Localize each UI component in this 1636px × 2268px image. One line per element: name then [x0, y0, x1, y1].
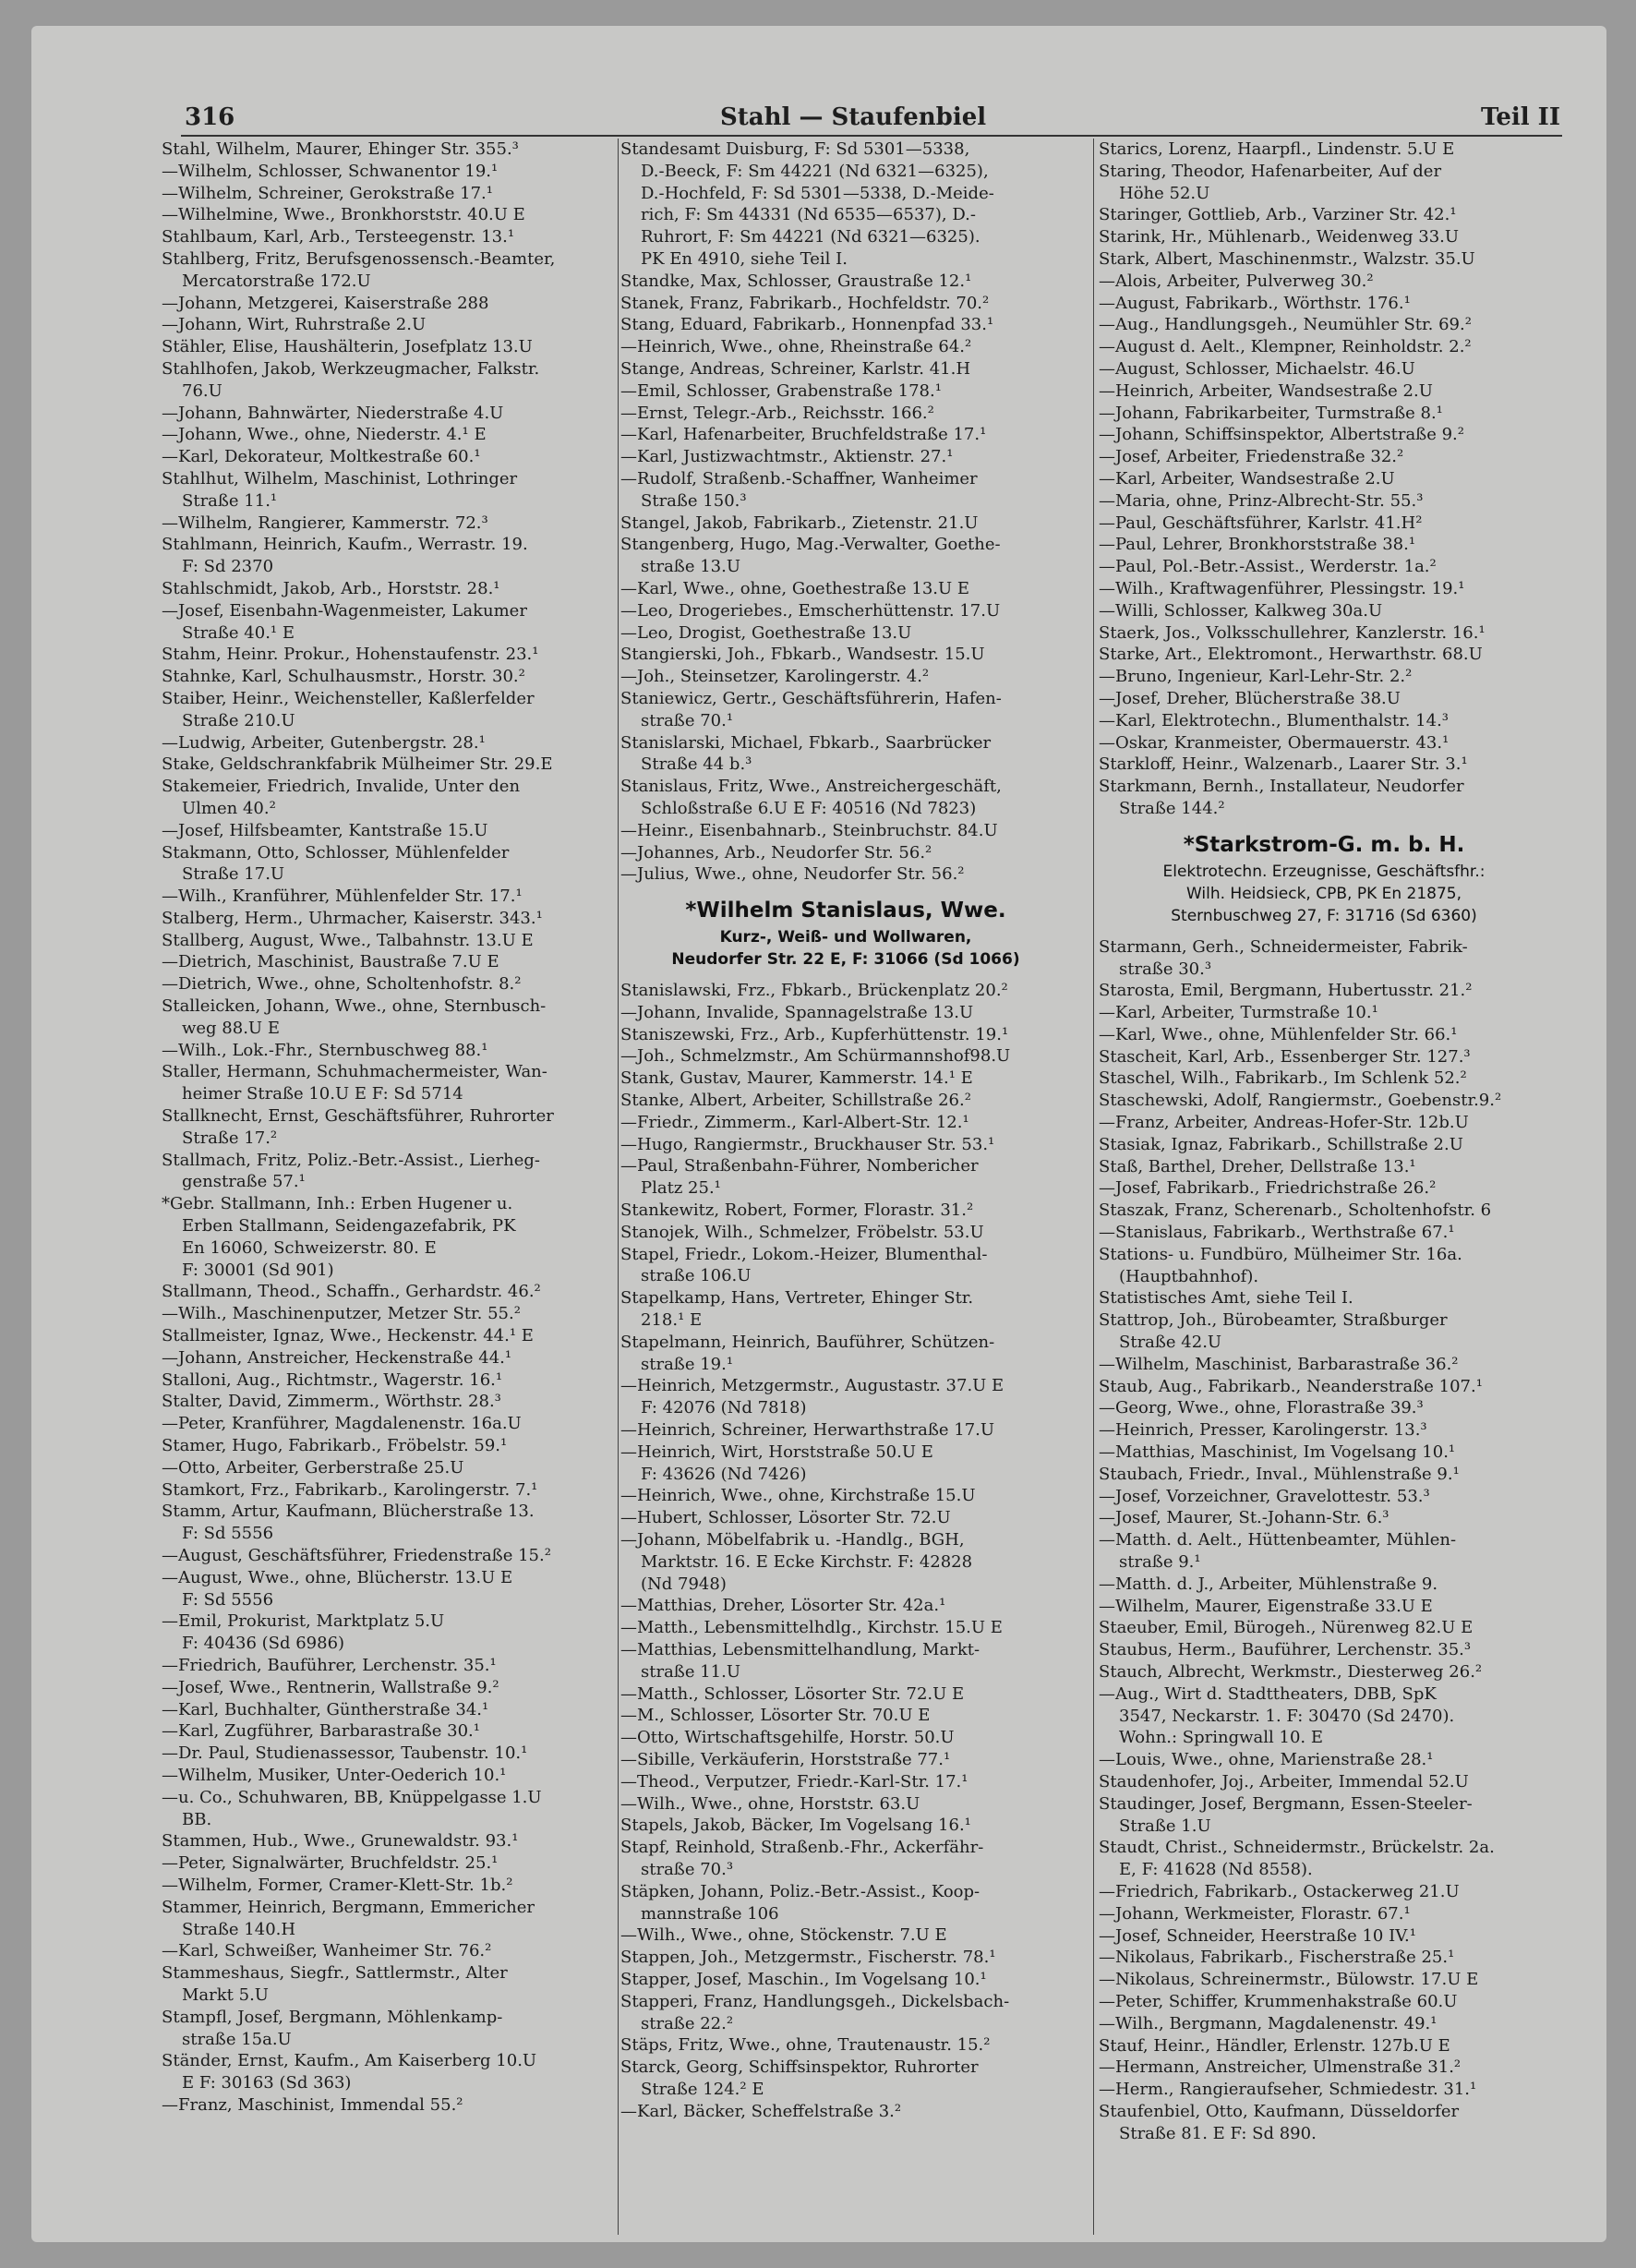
directory-entry: genstraße 57.¹ [182, 1172, 306, 1192]
column-divider [618, 139, 619, 2235]
ad-line: Sternbuschweg 27, F: 31716 (Sd 6360) [1171, 906, 1477, 925]
directory-entry: —Leo, Drogist, Goethestraße 13.U [620, 622, 912, 643]
directory-entry: —Emil, Schlosser, Grabenstraße 178.¹ [620, 380, 942, 401]
directory-entry: Stakemeier, Friedrich, Invalide, Unter den [162, 777, 521, 797]
directory-entry: (Nd 7948) [641, 1574, 727, 1594]
directory-entry: —Heinrich, Arbeiter, Wandsestraße 2.U [1099, 380, 1433, 401]
directory-entry: Stangenberg, Hugo, Mag.-Verwalter, Goethe- [620, 535, 1001, 555]
directory-entry: Stange, Andreas, Schreiner, Karlstr. 41.H [620, 358, 971, 379]
entry-list [162, 139, 612, 2117]
directory-entry: Schloßstraße 6.U E F: 40516 (Nd 7823) [641, 798, 977, 818]
directory-entry: Stäps, Fritz, Wwe., ohne, Trautenaustr. 15.² [620, 2035, 991, 2056]
directory-entry: —Otto, Wirtschaftsgehilfe, Horstr. 50.U [620, 1728, 955, 1748]
directory-entry: —Sibille, Verkäuferin, Horststraße 77.¹ [620, 1749, 951, 1769]
directory-entry: —Matth., Schlosser, Lösorter Str. 72.U E [620, 1683, 965, 1704]
directory-entry: Staller, Hermann, Schuhmachermeister, Wan- [162, 1062, 547, 1082]
directory-entry: Stang, Eduard, Fabrikarb., Honnenpfad 33.¹ [620, 315, 994, 335]
directory-entry: Stallberg, August, Wwe., Talbahnstr. 13.U E [162, 930, 534, 950]
directory-entry: Erben Stallmann, Seidengazefabrik, PK [182, 1216, 516, 1237]
directory-entry: —Johann, Schiffsinspektor, Albertstraße 9.² [1099, 425, 1464, 445]
directory-entry: Staszak, Franz, Scherenarb., Scholtenhofstr. 6 [1099, 1200, 1492, 1221]
directory-entry: —Heinrich, Metzgermstr., Augustastr. 37.U E [620, 1376, 1004, 1396]
directory-entry: —Wilhelmine, Wwe., Bronkhorststr. 40.U E [162, 205, 525, 225]
directory-entry: —Friedrich, Fabrikarb., Ostackerweg 21.U [1099, 1881, 1460, 1901]
directory-entry: —Karl, Dekorateur, Moltkestraße 60.¹ [162, 447, 481, 467]
directory-entry: —Alois, Arbeiter, Pulverweg 30.² [1099, 271, 1374, 291]
entry-list [1099, 139, 1549, 820]
column-divider [1093, 139, 1094, 2235]
directory-entry: straße 106.U [641, 1266, 752, 1286]
directory-entry: —Wilh., Wwe., ohne, Stöckenstr. 7.U E [620, 1925, 947, 1946]
directory-entry: Stapels, Jakob, Bäcker, Im Vogelsang 16.¹ [620, 1816, 971, 1836]
directory-entry: E F: 30163 (Sd 363) [182, 2073, 352, 2093]
directory-entry: Straße 144.² [1119, 798, 1225, 818]
directory-entry: F: 43626 (Nd 7426) [641, 1464, 807, 1484]
directory-entry: —Karl, Zugführer, Barbarastraße 30.¹ [162, 1721, 480, 1742]
directory-entry: Stammen, Hub., Wwe., Grunewaldstr. 93.¹ [162, 1831, 519, 1852]
directory-entry: —Ludwig, Arbeiter, Gutenbergstr. 28.¹ [162, 732, 486, 753]
page-number: 316 [185, 103, 235, 131]
directory-entry: —Johann, Wwe., ohne, Niederstr. 4.¹ E [162, 425, 487, 445]
directory-entry: Stapelmann, Heinrich, Bauführer, Schützen- [620, 1332, 995, 1352]
directory-entry: —Rudolf, Straßenb.-Schaffner, Wanheimer [620, 468, 978, 489]
directory-entry: —Matth. d. Aelt., Hüttenbeamter, Mühlen- [1099, 1530, 1457, 1550]
directory-entry: Stapelkamp, Hans, Vertreter, Ehinger Str. [620, 1288, 974, 1309]
ad-line: Wilh. Heidsieck, CPB, PK En 21875, [1185, 884, 1462, 903]
directory-entry: Staubus, Herm., Bauführer, Lerchenstr. 35.³ [1099, 1640, 1472, 1660]
directory-entry: Straße 42.U [1119, 1333, 1222, 1353]
directory-entry: Staiber, Heinr., Weichensteller, Kaßlerfelder [162, 688, 535, 708]
directory-entry: Standesamt Duisburg, F: Sd 5301—5338, [620, 139, 970, 159]
directory-entry: —u. Co., Schuhwaren, BB, Knüppelgasse 1.U [162, 1787, 542, 1807]
directory-entry: Stanislawski, Frz., Fbkarb., Brückenplatz 20.² [620, 981, 1008, 1001]
directory-entry: Starink, Hr., Mühlenarb., Weidenweg 33.U [1099, 227, 1460, 247]
directory-entry: —August, Geschäftsführer, Friedenstraße 15.² [162, 1546, 551, 1565]
directory-entry: —Karl, Schweißer, Wanheimer Str. 76.² [162, 1941, 492, 1961]
directory-entry: Stamkort, Frz., Fabrikarb., Karolingerstr. 7.¹ [162, 1479, 538, 1500]
directory-entry: 3547, Neckarstr. 1. F: 30470 (Sd 2470). [1119, 1706, 1455, 1726]
directory-entry: —Nikolaus, Schreinermstr., Bülowstr. 17.U E [1099, 1970, 1479, 1990]
directory-entry: —Wilhelm, Schlosser, Schwanentor 19.¹ [162, 161, 499, 181]
directory-entry: Stahl, Wilhelm, Maurer, Ehinger Str. 355.³ [162, 139, 519, 159]
directory-entry: Stahlhut, Wilhelm, Maschinist, Lothringer [162, 468, 518, 489]
directory-entry: —August, Wwe., ohne, Blücherstr. 13.U E [162, 1567, 513, 1587]
directory-entry: —Wilh., Wwe., ohne, Horststr. 63.U [620, 1793, 920, 1814]
directory-entry: Staufenbiel, Otto, Kaufmann, Düsseldorfer [1099, 2101, 1460, 2121]
directory-entry: —Herm., Rangieraufseher, Schmiedestr. 31.¹ [1099, 2080, 1477, 2100]
directory-entry: —Friedr., Zimmerm., Karl-Albert-Str. 12.¹ [620, 1112, 969, 1132]
directory-entry: —Karl, Justizwachtmstr., Aktienstr. 27.¹ [620, 447, 954, 467]
directory-entry: Stalberg, Herm., Uhrmacher, Kaiserstr. 343.¹ [162, 908, 543, 928]
directory-entry: Stalter, David, Zimmerm., Wörthstr. 28.³ [162, 1392, 501, 1412]
directory-entry: —Peter, Signalwärter, Bruchfeldstr. 25.¹ [162, 1853, 499, 1874]
directory-entry: —Willi, Schlosser, Kalkweg 30a.U [1099, 600, 1383, 621]
directory-entry: Straße 17.² [182, 1128, 278, 1148]
directory-entry: Stanek, Franz, Fabrikarb., Hochfeldstr. 70.² [620, 293, 990, 313]
directory-entry: Stangel, Jakob, Fabrikarb., Zietenstr. 21.U [620, 513, 979, 533]
directory-entry: Staudt, Christ., Schneidermstr., Brückelstr. 2a. [1099, 1838, 1495, 1858]
directory-entry: —Karl, Arbeiter, Wandsestraße 2.U [1099, 468, 1395, 489]
directory-entry: BB. [182, 1809, 212, 1829]
directory-entry: —Josef, Arbeiter, Friedenstraße 32.² [1099, 447, 1404, 467]
directory-entry: —Johann, Wirt, Ruhrstraße 2.U [162, 315, 427, 335]
directory-entry: —Wilhelm, Maschinist, Barbarastraße 36.² [1099, 1354, 1459, 1374]
directory-entry: straße 30.³ [1119, 959, 1212, 979]
directory-entry: —M., Schlosser, Lösorter Str. 70.U E [620, 1706, 931, 1726]
directory-entry: Stahm, Heinr. Prokur., Hohenstaufenstr. 23.¹ [162, 645, 539, 665]
column-1 [162, 139, 612, 2117]
directory-entry: —Karl, Hafenarbeiter, Bruchfeldstraße 17.¹ [620, 425, 987, 445]
column-3 [1099, 139, 1549, 2145]
directory-entry: —Matthias, Maschinist, Im Vogelsang 10.¹ [1099, 1442, 1456, 1463]
directory-entry: —Karl, Bäcker, Scheffelstraße 3.² [620, 2101, 902, 2121]
directory-entry: Stank, Gustav, Maurer, Kammerstr. 14.¹ E [620, 1068, 973, 1089]
directory-entry: Stahlhofen, Jakob, Werkzeugmacher, Falkstr. [162, 358, 540, 379]
directory-entry: —Josef, Fabrikarb., Friedrichstraße 26.² [1099, 1178, 1437, 1199]
directory-entry: —Paul, Lehrer, Bronkhorststraße 38.¹ [1099, 535, 1416, 555]
directory-entry: —Julius, Wwe., ohne, Neudorfer Str. 56.² [620, 864, 965, 885]
ad-name: *Wilhelm Stanislaus, Wwe. [685, 899, 1006, 923]
directory-entry: Höhe 52.U [1119, 183, 1210, 203]
directory-entry: straße 22.² [641, 2013, 734, 2033]
directory-entry: Stampfl, Josef, Bergmann, Möhlenkamp- [162, 2007, 503, 2027]
directory-entry: Straße 124.² E [641, 2079, 764, 2099]
directory-entry: —Aug., Wirt d. Stadttheaters, DBB, SpK [1099, 1683, 1437, 1704]
advertisement-stanislaus [620, 895, 1071, 971]
directory-entry: Straße 150.³ [641, 490, 747, 511]
page-header [185, 103, 1560, 137]
directory-entry: —Peter, Schiffer, Krummenhakstraße 60.U [1099, 1991, 1458, 2011]
directory-entry: PK En 4910, siehe Teil I. [641, 248, 848, 269]
directory-entry: —Dr. Paul, Studienassessor, Taubenstr. 10.¹ [162, 1743, 528, 1764]
directory-entry: Stahlbaum, Karl, Arb., Tersteegenstr. 13.¹ [162, 227, 515, 247]
directory-entry: Straße 210.U [182, 710, 295, 730]
directory-entry: —Johann, Möbelfabrik u. -Handlg., BGH, [620, 1530, 965, 1550]
running-title: Stahl — Staufenbiel [720, 103, 987, 131]
directory-entry: —Friedrich, Bauführer, Lerchenstr. 35.¹ [162, 1655, 497, 1675]
directory-entry: —Wilhelm, Maurer, Eigenstraße 33.U E [1099, 1596, 1433, 1616]
directory-entry: Stake, Geldschrankfabrik Mülheimer Str. 29.E [162, 754, 553, 775]
directory-entry: —Matth., Lebensmittelhdlg., Kirchstr. 15.U E [620, 1618, 1003, 1638]
directory-entry: —Hugo, Rangiermstr., Bruckhauser Str. 53.¹ [620, 1134, 995, 1154]
directory-entry: —Heinr., Eisenbahnarb., Steinbruchstr. 84.U [620, 820, 998, 840]
directory-entry: Stamer, Hugo, Fabrikarb., Fröbelstr. 59.¹ [162, 1436, 508, 1456]
directory-entry: —Wilh., Bergmann, Magdalenenstr. 49.¹ [1099, 2013, 1438, 2033]
directory-entry: —Dietrich, Wwe., ohne, Scholtenhofstr. 8.² [162, 974, 522, 995]
directory-entry: —Matth. d. J., Arbeiter, Mühlenstraße 9. [1099, 1574, 1438, 1594]
directory-entry: Staring, Theodor, Hafenarbeiter, Auf der [1099, 161, 1442, 181]
directory-entry: —Josef, Maurer, St.-Johann-Str. 6.³ [1099, 1508, 1389, 1528]
directory-entry: Stalloni, Aug., Richtmstr., Wagerstr. 16.¹ [162, 1369, 503, 1390]
directory-entry: —Paul, Pol.-Betr.-Assist., Werderstr. 1a.² [1099, 557, 1437, 577]
directory-entry: straße 9.¹ [1119, 1552, 1201, 1573]
directory-entry: —Heinrich, Wwe., ohne, Rheinstraße 64.² [620, 337, 972, 357]
directory-entry: Ständer, Ernst, Kaufm., Am Kaiserberg 10.U [162, 2051, 537, 2071]
directory-entry: Stammeshaus, Siegfr., Sattlermstr., Alter [162, 1963, 508, 1984]
directory-entry: En 16060, Schweizerstr. 80. E [182, 1237, 437, 1258]
directory-entry: Stapperi, Franz, Handlungsgeh., Dickelsbach- [620, 1991, 1010, 2011]
column-2 [620, 139, 1071, 2123]
directory-entry: Staß, Barthel, Dreher, Dellstraße 13.¹ [1099, 1156, 1416, 1176]
directory-entry: Stankewitz, Robert, Former, Florastr. 31.² [620, 1200, 974, 1221]
directory-entry: *Gebr. Stallmann, Inh.: Erben Hugener u. [162, 1194, 513, 1214]
directory-entry: F: Sd 5556 [182, 1524, 274, 1544]
directory-entry: straße 70.¹ [641, 710, 734, 730]
directory-entry: Stahnke, Karl, Schulhausmstr., Horstr. 30.² [162, 667, 525, 687]
directory-entry: —Joh., Schmelzmstr., Am Schürmannshof98.U [620, 1046, 1011, 1067]
directory-entry: —Johann, Fabrikarbeiter, Turmstraße 8.¹ [1099, 403, 1443, 423]
directory-entry: straße 11.U [641, 1661, 740, 1682]
directory-entry: Stakmann, Otto, Schlosser, Mühlenfelder [162, 842, 510, 863]
ad-line: Neudorfer Str. 22 E, F: 31066 (Sd 1066) [671, 950, 1020, 970]
directory-entry: Stahlmann, Heinrich, Kaufm., Werrastr. 19. [162, 535, 528, 555]
directory-entry: Stattrop, Joh., Bürobeamter, Straßburger [1099, 1310, 1448, 1331]
directory-entry: —Johann, Metzgerei, Kaiserstraße 288 [162, 293, 489, 313]
directory-entry: Stauf, Heinr., Händler, Erlenstr. 127b.U E [1099, 2035, 1450, 2056]
ad-line: Kurz-, Weiß- und Wollwaren, [719, 928, 972, 947]
directory-entry: Stappen, Joh., Metzgermstr., Fischerstr. 78.¹ [620, 1948, 996, 1968]
entry-list [1099, 936, 1549, 2145]
directory-entry: —Wilh., Maschinenputzer, Metzer Str. 55.² [162, 1304, 521, 1324]
directory-entry: Statistisches Amt, siehe Teil I. [1099, 1288, 1353, 1309]
entry-list [620, 139, 1071, 886]
directory-entry: —Ernst, Telegr.-Arb., Reichsstr. 166.² [620, 403, 934, 423]
directory-entry: Staeuber, Emil, Bürogeh., Nürenweg 82.U E [1099, 1618, 1474, 1638]
directory-entry: —Josef, Wwe., Rentnerin, Wallstraße 9.² [162, 1677, 499, 1697]
directory-entry: —Josef, Vorzeichner, Gravelottestr. 53.³ [1099, 1486, 1430, 1506]
directory-entry: straße 15a.U [182, 2029, 292, 2049]
directory-entry: —August d. Aelt., Klempner, Reinholdstr. 2.² [1099, 337, 1472, 357]
directory-entry: Staudinger, Josef, Bergmann, Essen-Steeler- [1099, 1793, 1473, 1814]
directory-entry: Staub, Aug., Fabrikarb., Neanderstraße 107.¹ [1099, 1376, 1483, 1396]
directory-entry: —Stanislaus, Fabrikarb., Werthstraße 67.¹ [1099, 1223, 1455, 1243]
directory-entry: Stapel, Friedr., Lokom.-Heizer, Blumenthal- [620, 1244, 988, 1264]
directory-entry: —Wilh., Lok.-Fhr., Sternbuschweg 88.¹ [162, 1040, 488, 1060]
header-rule [181, 135, 1562, 137]
directory-entry: Stasiak, Ignaz, Fabrikarb., Schillstraße 2.U [1099, 1134, 1463, 1154]
directory-entry: straße 19.¹ [641, 1354, 734, 1374]
directory-entry: Stations- u. Fundbüro, Mülheimer Str. 16a. [1099, 1244, 1462, 1264]
directory-entry: Stallmeister, Ignaz, Wwe., Heckenstr. 44.¹ E [162, 1326, 534, 1346]
directory-entry: —Georg, Wwe., ohne, Florastraße 39.³ [1099, 1398, 1424, 1418]
directory-entry: —Paul, Straßenbahn-Führer, Nombericher [620, 1156, 979, 1176]
directory-entry: —Johann, Werkmeister, Florastr. 67.¹ [1099, 1903, 1411, 1924]
directory-entry: Stangierski, Joh., Fbkarb., Wandsestr. 15.U [620, 645, 985, 665]
directory-entry: Starosta, Emil, Bergmann, Hubertusstr. 21.² [1099, 981, 1473, 1001]
directory-entry: F: 30001 (Sd 901) [182, 1260, 334, 1280]
directory-entry: —Otto, Arbeiter, Gerberstraße 25.U [162, 1457, 464, 1478]
directory-entry: Staniszewski, Frz., Arb., Kupferhüttenstr. 19.¹ [620, 1024, 1009, 1044]
directory-entry: —Karl, Wwe., ohne, Goethestraße 13.U E [620, 578, 970, 598]
directory-entry: —Heinrich, Presser, Karolingerstr. 13.³ [1099, 1420, 1427, 1441]
directory-entry: —Johann, Bahnwärter, Niederstraße 4.U [162, 403, 504, 423]
directory-entry: Starmann, Gerh., Schneidermeister, Fabrik- [1099, 936, 1468, 957]
directory-entry: (Hauptbahnhof). [1119, 1266, 1259, 1286]
directory-entry: mannstraße 106 [641, 1903, 779, 1924]
directory-entry: Ruhrort, F: Sm 44221 (Nd 6321—6325). [641, 227, 980, 247]
directory-entry: Stahlberg, Fritz, Berufsgenossensch.-Beamter, [162, 248, 556, 269]
directory-entry: —Franz, Maschinist, Immendal 55.² [162, 2094, 463, 2115]
directory-entry: —Johann, Anstreicher, Heckenstraße 44.¹ [162, 1347, 512, 1368]
directory-entry: Straße 17.U [182, 864, 285, 885]
directory-entry: —Wilhelm, Musiker, Unter-Oederich 10.¹ [162, 1765, 507, 1785]
directory-entry: Straße 140.H [182, 1919, 296, 1939]
directory-entry: Stascheit, Karl, Arb., Essenberger Str. 127.³ [1099, 1046, 1471, 1067]
directory-entry: Stanislaus, Fritz, Wwe., Anstreichergeschäft, [620, 777, 1002, 797]
directory-entry: —Bruno, Ingenieur, Karl-Lehr-Str. 2.² [1099, 667, 1413, 687]
directory-entry: —Joh., Steinsetzer, Karolingerstr. 4.² [620, 667, 930, 687]
directory-entry: Straße 1.U [1119, 1816, 1211, 1836]
directory-entry: rich, F: Sm 44331 (Nd 6535—6537), D.- [641, 205, 976, 225]
directory-entry: —Oskar, Kranmeister, Obermauerstr. 43.¹ [1099, 732, 1450, 753]
directory-entry: —Josef, Hilfsbeamter, Kantstraße 15.U [162, 820, 488, 840]
directory-entry: Staschel, Wilh., Fabrikarb., Im Schlenk 52.² [1099, 1068, 1467, 1089]
directory-entry: Starics, Lorenz, Haarpfl., Lindenstr. 5.U E [1099, 139, 1455, 159]
directory-entry: F: 42076 (Nd 7818) [641, 1398, 807, 1418]
directory-entry: Stapf, Reinhold, Straßenb.-Fhr., Ackerfähr- [620, 1838, 984, 1858]
directory-entry: Stamm, Artur, Kaufmann, Blücherstraße 13. [162, 1502, 535, 1522]
directory-entry: Platz 25.¹ [641, 1178, 721, 1199]
directory-entry: Straße 40.¹ E [182, 622, 295, 643]
directory-entry: —Nikolaus, Fabrikarb., Fischerstraße 25.¹ [1099, 1948, 1455, 1968]
directory-entry: Staschewski, Adolf, Rangiermstr., Goebenstr.9.² [1099, 1091, 1502, 1111]
directory-entry: —Paul, Geschäftsführer, Karlstr. 41.H² [1099, 513, 1423, 533]
directory-entry: —Karl, Buchhalter, Güntherstraße 34.¹ [162, 1699, 489, 1719]
directory-entry: Starke, Art., Elektromont., Herwarthstr. 68.U [1099, 645, 1483, 665]
directory-entry: —Josef, Eisenbahn-Wagenmeister, Lakumer [162, 600, 527, 621]
directory-entry: F: Sd 2370 [182, 557, 274, 577]
directory-entry: weg 88.U E [182, 1018, 280, 1038]
directory-entry: —Hermann, Anstreicher, Ulmenstraße 31.² [1099, 2057, 1462, 2078]
directory-entry: —Josef, Schneider, Heerstraße 10 IV.¹ [1099, 1925, 1416, 1946]
directory-entry: —Wilhelm, Schreiner, Gerokstraße 17.¹ [162, 183, 493, 203]
directory-entry: Stanojek, Wilh., Schmelzer, Fröbelstr. 53.U [620, 1222, 984, 1242]
directory-entry: Stapper, Josef, Maschin., Im Vogelsang 10.¹ [620, 1969, 987, 1989]
directory-entry: —Wilh., Kranführer, Mühlenfelder Str. 17.¹ [162, 887, 523, 907]
directory-entry: —Theod., Verputzer, Friedr.-Karl-Str. 17.¹ [620, 1771, 968, 1791]
directory-entry: Stammer, Heinrich, Bergmann, Emmericher [162, 1897, 535, 1917]
directory-entry: Stark, Albert, Maschinenmstr., Walzstr. 35.U [1099, 248, 1475, 269]
directory-entry: 76.U [182, 380, 223, 401]
directory-entry: Stanislarski, Michael, Fbkarb., Saarbrücker [620, 732, 992, 753]
directory-entry: D.-Hochfeld, F: Sd 5301—5338, D.-Meide- [641, 183, 994, 203]
directory-entry: —Johann, Invalide, Spannagelstraße 13.U [620, 1002, 974, 1022]
directory-entry: Straße 44 b.³ [641, 754, 752, 775]
directory-entry: —Josef, Dreher, Blücherstraße 38.U [1099, 688, 1401, 708]
directory-entry: —Karl, Arbeiter, Turmstraße 10.¹ [1099, 1003, 1378, 1023]
directory-entry: Markt 5.U [182, 1984, 269, 2005]
directory-entry: Stäpken, Johann, Poliz.-Betr.-Assist., Koop- [620, 1881, 980, 1901]
directory-entry: Stahlschmidt, Jakob, Arb., Horststr. 28.¹ [162, 578, 500, 598]
directory-entry: Staniewicz, Gertr., Geschäftsführerin, Hafen- [620, 688, 1002, 708]
directory-entry: —Karl, Wwe., ohne, Mühlenfelder Str. 66.¹ [1099, 1024, 1458, 1044]
directory-entry: Stähler, Elise, Haushälterin, Josefplatz 13.U [162, 337, 533, 357]
directory-entry: —August, Schlosser, Michaelstr. 46.U [1099, 358, 1415, 379]
directory-entry: Staudenhofer, Joj., Arbeiter, Immendal 52.U [1099, 1771, 1469, 1791]
directory-entry: Mercatorstraße 172.U [182, 271, 371, 291]
part-label: Teil II [1480, 103, 1560, 131]
directory-entry: straße 13.U [641, 557, 740, 577]
directory-entry: Staringer, Gottlieb, Arb., Varziner Str. 42.¹ [1099, 205, 1457, 225]
directory-entry: —Hubert, Schlosser, Lösorter Str. 72.U [620, 1508, 951, 1528]
directory-entry: straße 70.³ [641, 1859, 734, 1879]
directory-entry: —Aug., Handlungsgeh., Neumühler Str. 69.² [1099, 315, 1472, 335]
directory-entry: Stallknecht, Ernst, Geschäftsführer, Ruhrorter [162, 1106, 554, 1127]
ad-name: *Starkstrom-G. m. b. H. [1183, 832, 1465, 857]
directory-entry: —August, Fabrikarb., Wörthstr. 176.¹ [1099, 293, 1411, 313]
directory-entry: —Matthias, Lebensmittelhandlung, Markt- [620, 1640, 980, 1659]
directory-entry: Straße 81. E F: Sd 890. [1119, 2123, 1317, 2143]
directory-entry: Wohn.: Springwall 10. E [1119, 1728, 1324, 1748]
directory-entry: —Heinrich, Wwe., ohne, Kirchstraße 15.U [620, 1486, 976, 1506]
directory-entry: Ulmen 40.² [182, 798, 276, 818]
directory-entry: Stalleicken, Johann, Wwe., ohne, Sternbusch- [162, 996, 547, 1017]
advertisement-starkstrom [1099, 829, 1549, 927]
directory-entry: —Emil, Prokurist, Marktplatz 5.U [162, 1611, 445, 1632]
directory-entry: —Leo, Drogeriebes., Emscherhüttenstr. 17.U [620, 600, 1001, 621]
entry-list [620, 980, 1071, 2122]
directory-entry: —Matthias, Dreher, Lösorter Str. 42a.¹ [620, 1596, 946, 1616]
directory-entry: Stanke, Albert, Arbeiter, Schillstraße 26.² [620, 1091, 971, 1111]
directory-entry: 218.¹ E [641, 1310, 703, 1331]
directory-entry: —Louis, Wwe., ohne, Marienstraße 28.¹ [1099, 1750, 1434, 1770]
directory-entry: D.-Beeck, F: Sm 44221 (Nd 6321—6325), [641, 161, 989, 181]
directory-entry: Starkmann, Bernh., Installateur, Neudorfer [1099, 777, 1464, 797]
directory-entry: Staubach, Friedr., Inval., Mühlenstraße 9.¹ [1099, 1464, 1460, 1484]
directory-entry: —Wilh., Kraftwagenführer, Plessingstr. 19.¹ [1099, 578, 1465, 598]
directory-entry: —Johannes, Arb., Neudorfer Str. 56.² [620, 842, 932, 863]
directory-entry: Stallmach, Fritz, Poliz.-Betr.-Assist., Lierheg- [162, 1150, 540, 1170]
directory-entry: Standke, Max, Schlosser, Graustraße 12.¹ [620, 271, 972, 291]
ad-line: Elektrotechn. Erzeugnisse, Geschäftsfhr.: [1162, 862, 1486, 881]
directory-entry: —Peter, Kranführer, Magdalenenstr. 16a.U [162, 1414, 522, 1434]
directory-entry: —Heinrich, Schreiner, Herwarthstraße 17.U [620, 1420, 995, 1441]
directory-entry: F: 40436 (Sd 6986) [182, 1634, 345, 1654]
directory-entry: —Karl, Elektrotechn., Blumenthalstr. 14.³ [1099, 710, 1450, 730]
directory-entry: —Wilhelm, Former, Cramer-Klett-Str. 1b.² [162, 1875, 513, 1895]
directory-entry: Starkloff, Heinr., Walzenarb., Laarer Str. 3.¹ [1099, 754, 1468, 775]
directory-entry: —Maria, ohne, Prinz-Albrecht-Str. 55.³ [1099, 490, 1424, 511]
directory-entry: Staerk, Jos., Volksschullehrer, Kanzlerstr. 16.¹ [1099, 622, 1486, 643]
directory-entry: Marktstr. 16. E Ecke Kirchstr. F: 42828 [641, 1551, 973, 1572]
directory-entry: Straße 11.¹ [182, 490, 278, 511]
directory-entry: Starck, Georg, Schiffsinspektor, Ruhrorter [620, 2057, 979, 2078]
directory-entry: heimer Straße 10.U E F: Sd 5714 [182, 1084, 463, 1104]
directory-entry: Stauch, Albrecht, Werkmstr., Diesterweg 26.² [1099, 1662, 1483, 1682]
directory-entry: —Heinrich, Wirt, Horststraße 50.U E [620, 1442, 933, 1462]
directory-entry: —Wilhelm, Rangierer, Kammerstr. 72.³ [162, 513, 488, 533]
directory-entry: —Dietrich, Maschinist, Baustraße 7.U E [162, 952, 499, 972]
directory-entry: —Franz, Arbeiter, Andreas-Hofer-Str. 12b.U [1099, 1113, 1469, 1133]
directory-entry: Stallmann, Theod., Schaffn., Gerhardstr. 46.² [162, 1282, 541, 1302]
directory-entry: F: Sd 5556 [182, 1589, 274, 1610]
directory-entry: E, F: 41628 (Nd 8558). [1119, 1860, 1313, 1880]
